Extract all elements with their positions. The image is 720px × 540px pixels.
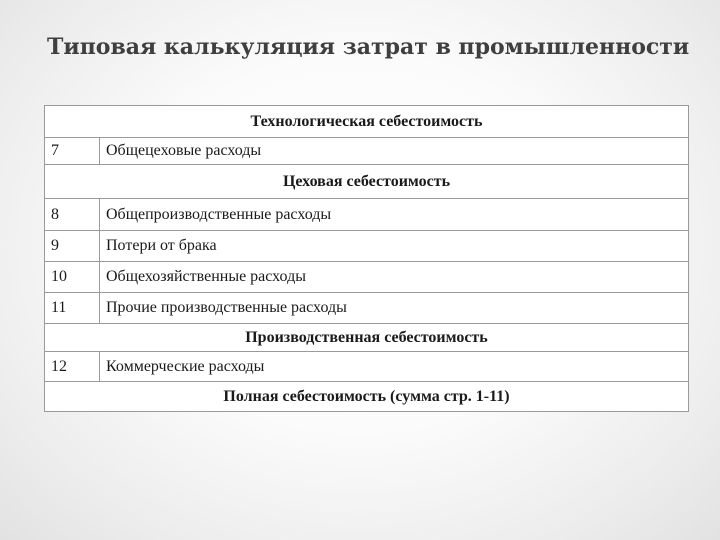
section-header-cell: Технологическая себестоимость — [45, 106, 689, 138]
row-number-cell: 8 — [45, 199, 100, 231]
table-row — [45, 199, 689, 231]
table-row — [45, 293, 689, 324]
section-header-cell: Цеховая себестоимость — [45, 165, 689, 199]
table-row-full-cost — [45, 382, 689, 412]
table-row-shop-cost — [45, 165, 689, 199]
row-number-cell: 12 — [45, 352, 100, 382]
row-number-cell: 9 — [45, 231, 100, 262]
section-header-cell: Полная себестоимость (сумма стр. 1-11) — [45, 382, 689, 412]
table-row — [45, 262, 689, 293]
row-number-cell: 10 — [45, 262, 100, 293]
calculation-table — [44, 105, 689, 412]
row-label-cell: Общехозяйственные расходы — [100, 262, 689, 293]
page-title: Типовая калькуляция затрат в промышленности — [47, 34, 690, 60]
table-row — [45, 352, 689, 382]
table-row — [45, 231, 689, 262]
row-label-cell: Общепроизводственные расходы — [100, 199, 689, 231]
row-number-cell: 11 — [45, 293, 100, 324]
table-row-technological-cost — [45, 106, 689, 138]
row-label-cell: Прочие производственные расходы — [100, 293, 689, 324]
row-number-cell: 7 — [45, 138, 100, 165]
section-header-cell: Производственная себестоимость — [45, 324, 689, 352]
row-label-cell: Общецеховые расходы — [100, 138, 689, 165]
table-row — [45, 138, 689, 165]
table-row-production-cost — [45, 324, 689, 352]
row-label-cell: Потери от брака — [100, 231, 689, 262]
row-label-cell: Коммерческие расходы — [100, 352, 689, 382]
